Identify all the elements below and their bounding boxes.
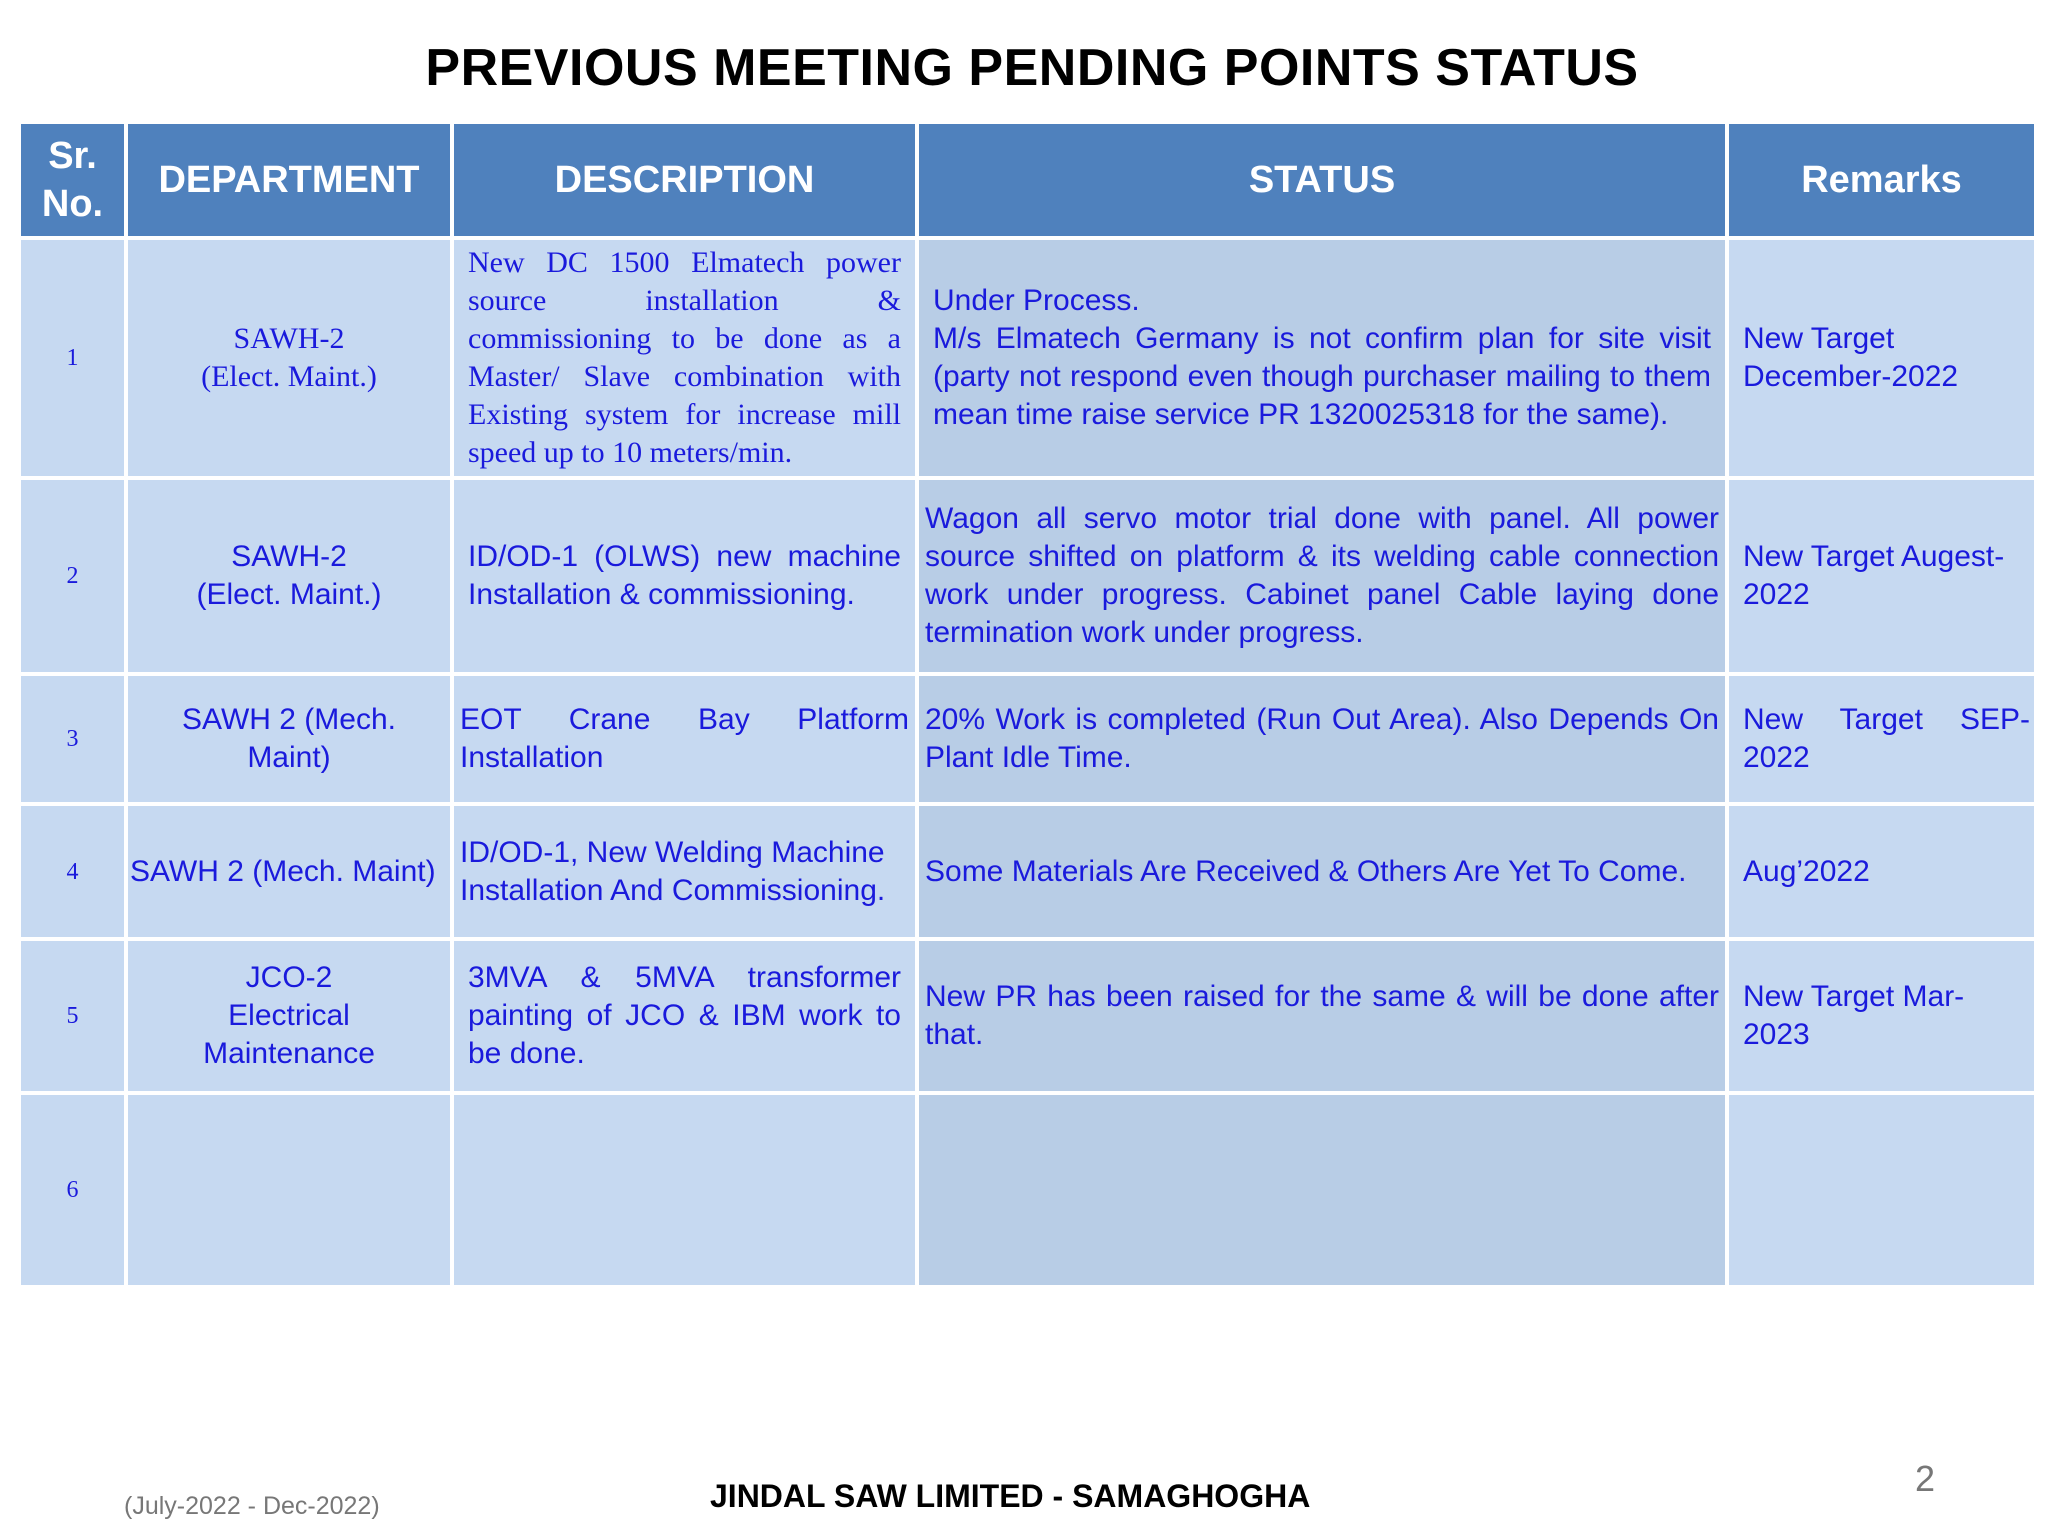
row-department bbox=[128, 240, 450, 476]
row-status bbox=[919, 1095, 1725, 1285]
row-remarks: New Target December-2022 bbox=[1729, 240, 2034, 476]
table-row bbox=[21, 240, 2034, 476]
row-department bbox=[128, 941, 450, 1091]
department-line: Electrical bbox=[228, 999, 350, 1032]
department-line: JCO-2 bbox=[245, 961, 333, 994]
row-sr-no: 3 bbox=[21, 676, 124, 802]
department-line: SAWH-2 bbox=[233, 322, 345, 355]
row-department: SAWH 2 (Mech. Maint) bbox=[128, 676, 450, 802]
row-description: 3MVA & 5MVA transformer painting of JCO & IBM work to be done. bbox=[454, 941, 915, 1091]
status-line: Under Process. bbox=[933, 284, 1140, 317]
row-sr-no: 2 bbox=[21, 480, 124, 672]
header-description: DESCRIPTION bbox=[454, 124, 915, 236]
pending-points-table bbox=[17, 120, 2038, 1289]
row-remarks: New Target Mar-2023 bbox=[1729, 941, 2034, 1091]
table-header-row bbox=[21, 124, 2034, 236]
header-status: STATUS bbox=[919, 124, 1725, 236]
row-description: New DC 1500 Elmatech power source installation & commissioning to be done as a Master/ Slave combination with Existing system for increase mill speed up to 10 meters/min. bbox=[454, 240, 915, 476]
department-line: Maintenance bbox=[203, 1037, 375, 1070]
row-remarks: New Target SEP-2022 bbox=[1729, 676, 2034, 802]
row-remarks bbox=[1729, 1095, 2034, 1285]
page-number: 2 bbox=[1915, 1458, 1936, 1499]
department-line: (Elect. Maint.) bbox=[196, 578, 382, 611]
row-description: ID/OD-1, New Welding Machine Installation And Commissioning. bbox=[454, 806, 915, 937]
header-department: DEPARTMENT bbox=[128, 124, 450, 236]
table-row bbox=[21, 676, 2034, 802]
department-line: (Elect. Maint.) bbox=[201, 360, 377, 393]
row-department bbox=[128, 480, 450, 672]
row-department bbox=[128, 1095, 450, 1285]
table-row bbox=[21, 806, 2034, 937]
row-remarks: Aug’2022 bbox=[1729, 806, 2034, 937]
row-description: EOT Crane Bay Platform Installation bbox=[454, 676, 915, 802]
table-row bbox=[21, 1095, 2034, 1285]
row-status: Some Materials Are Received & Others Are Yet To Come. bbox=[919, 806, 1725, 937]
row-description bbox=[454, 1095, 915, 1285]
status-line: M/s Elmatech Germany is not confirm plan for site visit (party not respond even though purchaser mailing to them mean time raise service PR 1320025318 for the same). bbox=[933, 322, 1711, 431]
table-row bbox=[21, 941, 2034, 1091]
row-status: 20% Work is completed (Run Out Area). Also Depends On Plant Idle Time. bbox=[919, 676, 1725, 802]
row-status: New PR has been raised for the same & will be done after that. bbox=[919, 941, 1725, 1091]
row-status: Wagon all servo motor trial done with panel. All power source shifted on platform & its welding cable connection work under progress. Cabinet panel Cable laying done termination work under progress. bbox=[919, 480, 1725, 672]
header-remarks: Remarks bbox=[1729, 124, 2034, 236]
row-sr-no: 1 bbox=[21, 240, 124, 476]
footer-period: (July-2022 - Dec-2022) bbox=[124, 1492, 380, 1520]
row-sr-no: 4 bbox=[21, 806, 124, 937]
footer-company: JINDAL SAW LIMITED - SAMAGHOGHA bbox=[710, 1478, 1311, 1514]
department-line: SAWH-2 bbox=[231, 540, 347, 573]
row-sr-no: 6 bbox=[21, 1095, 124, 1285]
row-department: SAWH 2 (Mech. Maint) bbox=[128, 806, 450, 937]
row-status bbox=[919, 240, 1725, 476]
page-title: PREVIOUS MEETING PENDING POINTS STATUS bbox=[425, 39, 1639, 97]
row-remarks: New Target Augest-2022 bbox=[1729, 480, 2034, 672]
row-sr-no: 5 bbox=[21, 941, 124, 1091]
table-row bbox=[21, 480, 2034, 672]
header-sr-no: Sr. No. bbox=[21, 124, 124, 236]
row-description: ID/OD-1 (OLWS) new machine Installation & commissioning. bbox=[454, 480, 915, 672]
